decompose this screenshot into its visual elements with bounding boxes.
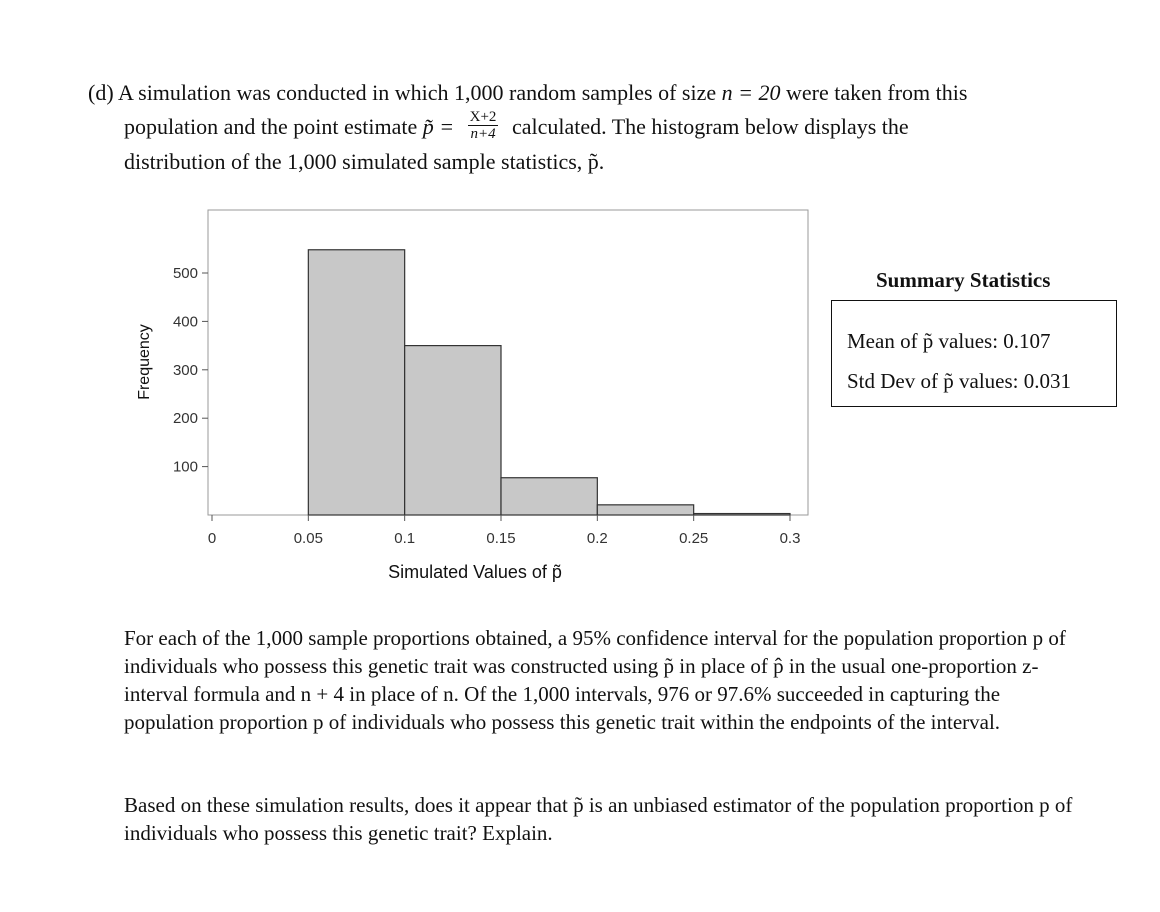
y-tick-label: 400	[172, 313, 198, 331]
x-tick-label: 0.3	[779, 530, 801, 547]
summary-title: Summary Statistics	[876, 268, 1051, 292]
question-line2-end: calculated. The histogram below displays the	[511, 114, 909, 139]
x-tick-label: 0.05	[293, 530, 323, 547]
paragraph-question: Based on these simulation results, does it appear that p̃ is an unbiased estimator of the population proportion p of individuals who possess this genetic trait? Explain.	[124, 793, 1073, 845]
sd-value: Std Dev of p̃ values: 0.031	[847, 369, 1071, 393]
histogram-bar-1	[308, 250, 404, 515]
y-tick-label: 300	[172, 361, 198, 379]
x-tick-label: 0.25	[679, 530, 709, 547]
x-tick-label: 0.2	[586, 530, 608, 547]
ptilde-eq: p̃ =	[422, 114, 455, 139]
x-axis-label: Simulated Values of p̃	[388, 562, 562, 582]
question-line1-end: were taken from this	[785, 80, 968, 105]
question-line2-start: population and the point estimate	[124, 114, 418, 139]
paragraph-intervals: For each of the 1,000 sample proportions obtained, a 95% confidence interval for the population proportion p of individuals who possess this genetic trait was constructed using p̃ in place of p̂ in the usual one-proportion z-interval formula and n + 4 in place of n. Of the 1,000 intervals, 976 or 97.6% succeeded in capturing the population proportion p of individuals who possess this genetic trait within the endpoints of the interval.	[124, 626, 1066, 734]
question-text	[88, 76, 1088, 179]
x-tick-label: 0	[207, 530, 217, 547]
question-line3: distribution of the 1,000 simulated sample statistics, p̃.	[124, 149, 605, 175]
plot-area	[208, 210, 808, 515]
fraction-numerator: X+2	[469, 109, 497, 126]
histogram-bar-5	[694, 514, 790, 515]
question-label: (d)	[88, 80, 114, 105]
x-tick-label: 0.1	[394, 530, 416, 547]
y-tick-label: 500	[172, 265, 198, 282]
y-tick-label: 200	[172, 410, 198, 428]
summary-box	[831, 300, 1117, 407]
histogram-bar-2	[405, 346, 501, 515]
sample-size: n = 20	[721, 80, 781, 105]
y-axis-label: Frequency	[136, 324, 153, 400]
fraction-denominator: n+4	[470, 126, 496, 143]
mean-value: Mean of p̃ values: 0.107	[847, 329, 1051, 353]
estimator-fraction	[468, 109, 499, 142]
y-tick-label: 100	[172, 458, 198, 476]
histogram-chart	[120, 200, 820, 590]
x-tick-label: 0.15	[486, 530, 516, 547]
question-line1: A simulation was conducted in which 1,000 random samples of size	[117, 80, 717, 105]
histogram-bar-4	[597, 505, 693, 515]
histogram-bar-3	[501, 478, 597, 515]
